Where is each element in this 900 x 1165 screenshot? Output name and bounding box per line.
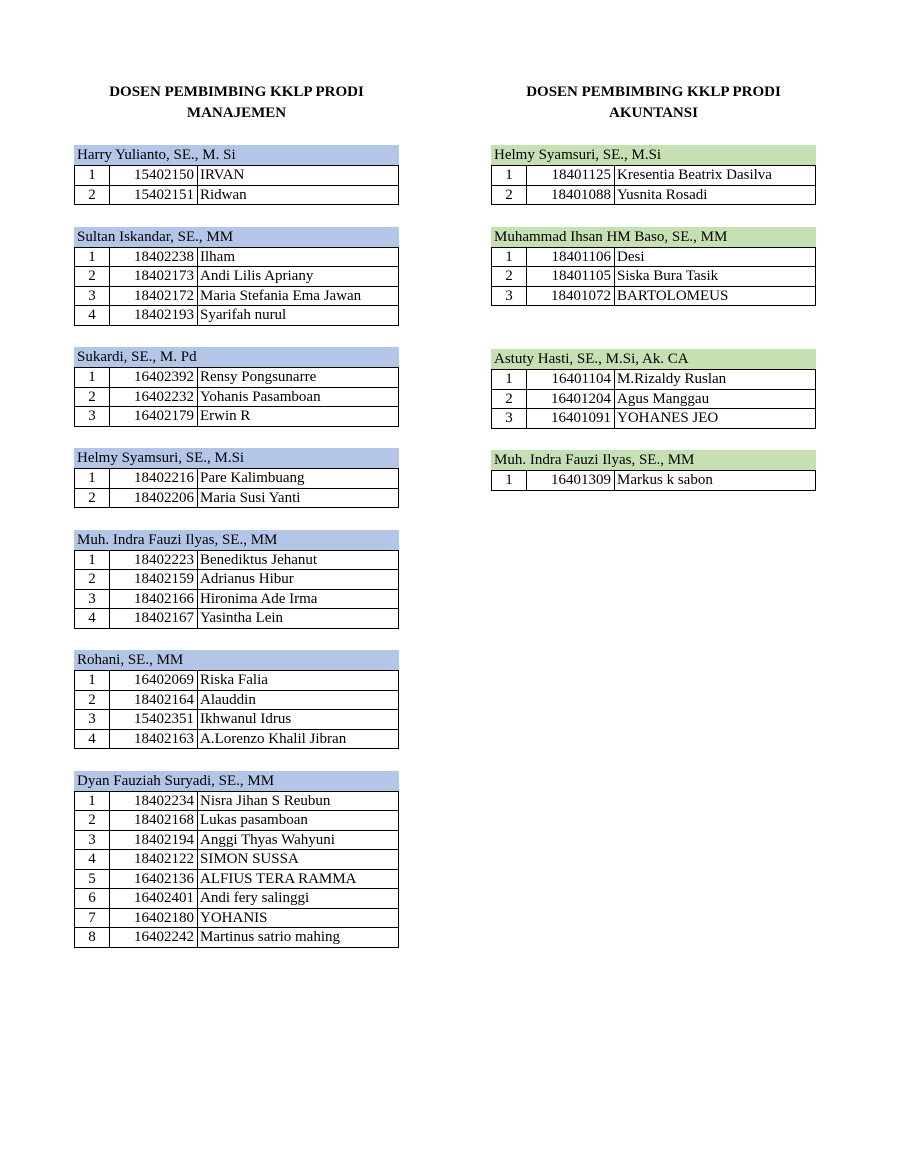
student-table — [74, 247, 399, 326]
student-nim: 18401106 — [527, 247, 615, 267]
manajemen-groups — [74, 145, 399, 948]
row-number: 1 — [75, 791, 110, 811]
student-name: A.Lorenzo Khalil Jibran — [198, 729, 399, 749]
supervisor-name: Rohani, SE., MM — [74, 650, 399, 670]
heading-line-1: DOSEN PEMBIMBING KKLP PRODI — [526, 84, 781, 100]
row-number: 3 — [75, 710, 110, 730]
table-row — [492, 370, 816, 390]
row-number: 2 — [75, 570, 110, 590]
student-nim: 18402173 — [110, 267, 198, 287]
supervisor-group — [74, 650, 399, 749]
table-row — [75, 811, 399, 831]
row-number: 3 — [75, 407, 110, 427]
student-name: IRVAN — [198, 166, 399, 186]
table-row — [492, 389, 816, 409]
student-table — [74, 468, 399, 508]
table-row — [75, 791, 399, 811]
row-number: 2 — [75, 690, 110, 710]
table-row — [75, 286, 399, 306]
table-row — [75, 185, 399, 205]
manajemen-column — [74, 0, 399, 969]
student-name: Yasintha Lein — [198, 609, 399, 629]
row-number: 2 — [75, 267, 110, 287]
student-nim: 16402136 — [110, 869, 198, 889]
student-name: Kresentia Beatrix Dasilva — [615, 166, 816, 186]
student-name: Erwin R — [198, 407, 399, 427]
row-number: 1 — [492, 471, 527, 491]
student-name: Anggi Thyas Wahyuni — [198, 830, 399, 850]
table-row — [75, 869, 399, 889]
row-number: 2 — [492, 267, 527, 287]
student-name: Yohanis Pasamboan — [198, 387, 399, 407]
student-name: ALFIUS TERA RAMMA — [198, 869, 399, 889]
supervisor-group — [491, 227, 816, 307]
row-number: 2 — [492, 185, 527, 205]
table-row — [75, 690, 399, 710]
row-number: 4 — [75, 306, 110, 326]
heading-line-2: AKUNTANSI — [609, 105, 698, 121]
table-row — [75, 387, 399, 407]
table-row — [75, 830, 399, 850]
row-number: 4 — [75, 729, 110, 749]
student-name: Martinus satrio mahing — [198, 928, 399, 948]
student-name: Maria Stefania Ema Jawan — [198, 286, 399, 306]
student-nim: 16402179 — [110, 407, 198, 427]
akuntansi-column — [491, 0, 816, 512]
supervisor-group — [74, 448, 399, 508]
supervisor-name: Sultan Iskandar, SE., MM — [74, 227, 399, 247]
student-nim: 16402401 — [110, 889, 198, 909]
student-name: Markus k sabon — [615, 471, 816, 491]
row-number: 1 — [75, 469, 110, 489]
student-nim: 18402216 — [110, 469, 198, 489]
supervisor-group — [74, 347, 399, 427]
student-name: Lukas pasamboan — [198, 811, 399, 831]
row-number: 2 — [75, 185, 110, 205]
table-row — [75, 671, 399, 691]
student-table — [491, 470, 816, 491]
student-name: Pare Kalimbuang — [198, 469, 399, 489]
supervisor-group — [491, 349, 816, 429]
akuntansi-heading — [491, 82, 816, 124]
table-row — [492, 166, 816, 186]
table-row — [492, 409, 816, 429]
row-number: 1 — [492, 247, 527, 267]
row-number: 3 — [75, 589, 110, 609]
student-nim: 18402167 — [110, 609, 198, 629]
student-name: Andi fery salinggi — [198, 889, 399, 909]
row-number: 2 — [75, 811, 110, 831]
table-row — [75, 928, 399, 948]
table-row — [75, 570, 399, 590]
row-number: 6 — [75, 889, 110, 909]
student-nim: 18402159 — [110, 570, 198, 590]
table-row — [492, 247, 816, 267]
row-number: 8 — [75, 928, 110, 948]
supervisor-group — [491, 145, 816, 205]
table-row — [75, 488, 399, 508]
student-nim: 15402150 — [110, 166, 198, 186]
student-table — [74, 670, 399, 749]
row-number: 1 — [75, 166, 110, 186]
student-nim: 18402234 — [110, 791, 198, 811]
supervisor-name: Harry Yulianto, SE., M. Si — [74, 145, 399, 165]
table-row — [492, 267, 816, 287]
row-number: 5 — [75, 869, 110, 889]
row-number: 3 — [492, 409, 527, 429]
student-nim: 16402180 — [110, 908, 198, 928]
supervisor-name: Helmy Syamsuri, SE., M.Si — [74, 448, 399, 468]
student-nim: 18402168 — [110, 811, 198, 831]
row-number: 3 — [75, 286, 110, 306]
student-name: YOHANES JEO — [615, 409, 816, 429]
student-name: Desi — [615, 247, 816, 267]
table-row — [75, 550, 399, 570]
row-number: 7 — [75, 908, 110, 928]
table-row — [492, 185, 816, 205]
table-row — [75, 306, 399, 326]
supervisor-group — [74, 145, 399, 205]
student-nim: 16401091 — [527, 409, 615, 429]
student-table — [74, 367, 399, 427]
student-nim: 15402351 — [110, 710, 198, 730]
student-name: Nisra Jihan S Reubun — [198, 791, 399, 811]
student-name: Ilham — [198, 247, 399, 267]
student-nim: 18402166 — [110, 589, 198, 609]
heading-line-1: DOSEN PEMBIMBING KKLP PRODI — [109, 84, 364, 100]
table-row — [492, 286, 816, 306]
supervisor-group — [74, 530, 399, 629]
student-nim: 18402122 — [110, 850, 198, 870]
table-row — [75, 247, 399, 267]
table-row — [75, 908, 399, 928]
row-number: 2 — [75, 387, 110, 407]
student-name: Alauddin — [198, 690, 399, 710]
student-nim: 18402164 — [110, 690, 198, 710]
table-row — [75, 609, 399, 629]
student-name: M.Rizaldy Ruslan — [615, 370, 816, 390]
row-number: 3 — [492, 286, 527, 306]
row-number: 1 — [75, 550, 110, 570]
student-nim: 18402238 — [110, 247, 198, 267]
row-number: 4 — [75, 609, 110, 629]
student-table — [74, 165, 399, 205]
heading-line-2: MANAJEMEN — [186, 105, 287, 121]
student-nim: 18402172 — [110, 286, 198, 306]
row-number: 4 — [75, 850, 110, 870]
table-row — [75, 729, 399, 749]
student-nim: 18401105 — [527, 267, 615, 287]
supervisor-group — [74, 771, 399, 948]
table-row — [75, 589, 399, 609]
row-number: 1 — [492, 166, 527, 186]
supervisor-group — [74, 227, 399, 326]
student-name: Syarifah nurul — [198, 306, 399, 326]
student-table — [491, 247, 816, 307]
student-nim: 16402242 — [110, 928, 198, 948]
supervisor-name: Astuty Hasti, SE., M.Si, Ak. CA — [491, 349, 816, 369]
student-name: SIMON SUSSA — [198, 850, 399, 870]
student-table — [74, 550, 399, 629]
student-name: Hironima Ade Irma — [198, 589, 399, 609]
student-nim: 18402223 — [110, 550, 198, 570]
supervisor-name: Muhammad Ihsan HM Baso, SE., MM — [491, 227, 816, 247]
student-nim: 16401104 — [527, 370, 615, 390]
manajemen-heading — [74, 82, 399, 124]
row-number: 2 — [75, 488, 110, 508]
student-name: Maria Susi Yanti — [198, 488, 399, 508]
student-name: Benediktus Jehanut — [198, 550, 399, 570]
student-name: Ikhwanul Idrus — [198, 710, 399, 730]
student-nim: 16402069 — [110, 671, 198, 691]
row-number: 1 — [75, 247, 110, 267]
supervisor-name: Muh. Indra Fauzi Ilyas, SE., MM — [74, 530, 399, 550]
student-table — [491, 165, 816, 205]
row-number: 1 — [492, 370, 527, 390]
table-row — [75, 407, 399, 427]
row-number: 3 — [75, 830, 110, 850]
supervisor-group — [491, 450, 816, 491]
table-row — [75, 469, 399, 489]
student-nim: 18402163 — [110, 729, 198, 749]
student-name: BARTOLOMEUS — [615, 286, 816, 306]
student-table — [491, 369, 816, 429]
student-nim: 15402151 — [110, 185, 198, 205]
student-nim: 18402194 — [110, 830, 198, 850]
student-name: Ridwan — [198, 185, 399, 205]
student-nim: 18401125 — [527, 166, 615, 186]
table-row — [75, 166, 399, 186]
table-row — [492, 471, 816, 491]
akuntansi-groups — [491, 145, 816, 491]
student-nim: 18402193 — [110, 306, 198, 326]
student-name: Riska Falia — [198, 671, 399, 691]
row-number: 1 — [75, 368, 110, 388]
student-name: Andi Lilis Apriany — [198, 267, 399, 287]
table-row — [75, 710, 399, 730]
supervisor-name: Helmy Syamsuri, SE., M.Si — [491, 145, 816, 165]
student-name: Adrianus Hibur — [198, 570, 399, 590]
supervisor-name: Dyan Fauziah Suryadi, SE., MM — [74, 771, 399, 791]
supervisor-name: Muh. Indra Fauzi Ilyas, SE., MM — [491, 450, 816, 470]
student-name: YOHANIS — [198, 908, 399, 928]
student-nim: 16401309 — [527, 471, 615, 491]
row-number: 2 — [492, 389, 527, 409]
student-name: Rensy Pongsunarre — [198, 368, 399, 388]
table-row — [75, 267, 399, 287]
supervisor-name: Sukardi, SE., M. Pd — [74, 347, 399, 367]
table-row — [75, 889, 399, 909]
student-nim: 16402232 — [110, 387, 198, 407]
student-nim: 16401204 — [527, 389, 615, 409]
student-nim: 18401072 — [527, 286, 615, 306]
table-row — [75, 368, 399, 388]
student-nim: 18401088 — [527, 185, 615, 205]
student-nim: 18402206 — [110, 488, 198, 508]
student-name: Siska Bura Tasik — [615, 267, 816, 287]
student-nim: 16402392 — [110, 368, 198, 388]
table-row — [75, 850, 399, 870]
row-number: 1 — [75, 671, 110, 691]
student-table — [74, 791, 399, 948]
student-name: Agus Manggau — [615, 389, 816, 409]
student-name: Yusnita Rosadi — [615, 185, 816, 205]
